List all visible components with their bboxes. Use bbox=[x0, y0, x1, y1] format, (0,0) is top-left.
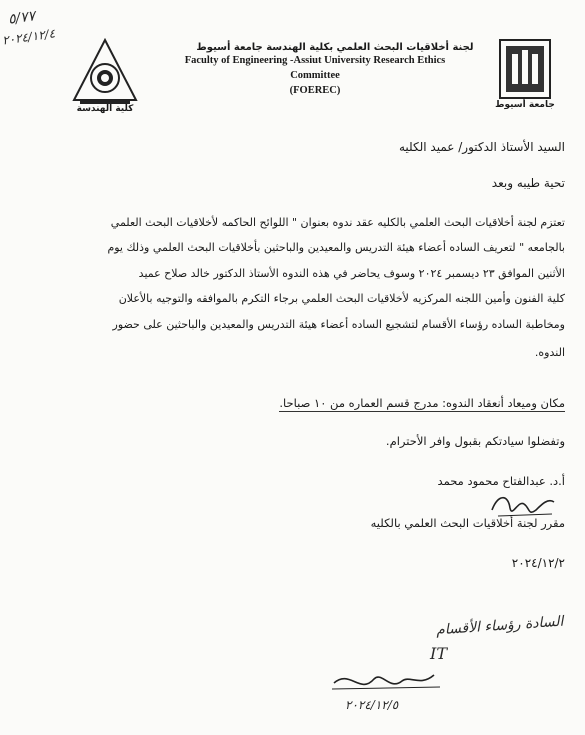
handwritten-note-2: IT bbox=[430, 644, 447, 663]
university-logo bbox=[490, 36, 560, 118]
header-english-line1: Faculty of Engineering -Assiut University Research Ethics bbox=[184, 55, 446, 66]
paragraph-line-2: بالجامعه " لتعريف الساده أعضاء هيئة التدريس والمعيدين والباحثين بأخلاقيات البحث العلمي وذلك يوم bbox=[107, 241, 565, 254]
header-english-line3: (FOEREC) bbox=[289, 85, 341, 96]
closing: وتفضلوا سيادتكم بقبول وافر الأحترام. bbox=[385, 434, 565, 448]
venue-line bbox=[279, 396, 565, 410]
handwritten-number: ٢٠٢٤/١٢/٤ bbox=[1, 26, 56, 48]
university-logo-caption: جامعة أسيوط bbox=[495, 100, 555, 110]
handwritten-ref: ٥/٧٧ bbox=[7, 8, 37, 28]
greeting: تحية طيبه وبعد bbox=[491, 176, 565, 190]
addressee: السيد الأستاذ الدكتور/ عميد الكليه bbox=[398, 140, 565, 154]
paragraph-line-6: الندوه. bbox=[534, 346, 565, 359]
paragraph-line-1: تعتزم لجنة أخلاقيات البحث العلمي بالكليه عقد ندوه بعنوان " اللوائح الحاكمه لأخلاقيات البحث العلمي bbox=[110, 216, 565, 229]
signatory-name: أ.د. عبدالفتاح محمود محمد bbox=[437, 474, 565, 488]
handwritten-bottom-date: ٢٠٢٤/١٢/٥ bbox=[345, 698, 399, 712]
paragraph-line-5: ومخاطبة الساده رؤساء الأقسام لتشجيع الساده أعضاء هيئة التدريس والمعيدين والباحثين على حضور bbox=[112, 318, 565, 331]
paragraph-line-4: كلية الفنون وأمين اللجنه المركزيه لأخلاقيات البحث العلمي برجاء التكرم بالموافقه والتوجيه بالأعلان bbox=[118, 292, 565, 305]
faculty-logo-caption: كلية الهندسة bbox=[76, 104, 134, 114]
paragraph-line-3: الأثنين الموافق ٢٣ ديسمبر ٢٠٢٤ وسوف يحاضر في هذه الندوه الأستاذ الدكتور خالد صلاح عميد bbox=[138, 267, 565, 280]
faculty-logo bbox=[70, 38, 140, 118]
handwritten-note-1: السادة رؤساء الأقسام bbox=[435, 613, 564, 639]
signatory-title: مقرر لجنة أخلاقيات البحث العلمي بالكليه bbox=[370, 516, 565, 530]
header-arabic-title: لجنة أخلاقيات البحث العلمي بكلية الهندسة جامعة أسيوط bbox=[196, 42, 474, 53]
header-english-line2: Committee bbox=[290, 70, 340, 81]
university-emblem-icon bbox=[490, 36, 560, 106]
venue-text: مكان وميعاد أنعقاد الندوه: مدرج قسم العماره من ١٠ صباحا. bbox=[279, 396, 565, 410]
letter-date: ٢٠٢٤/١٢/٢ bbox=[511, 556, 565, 570]
